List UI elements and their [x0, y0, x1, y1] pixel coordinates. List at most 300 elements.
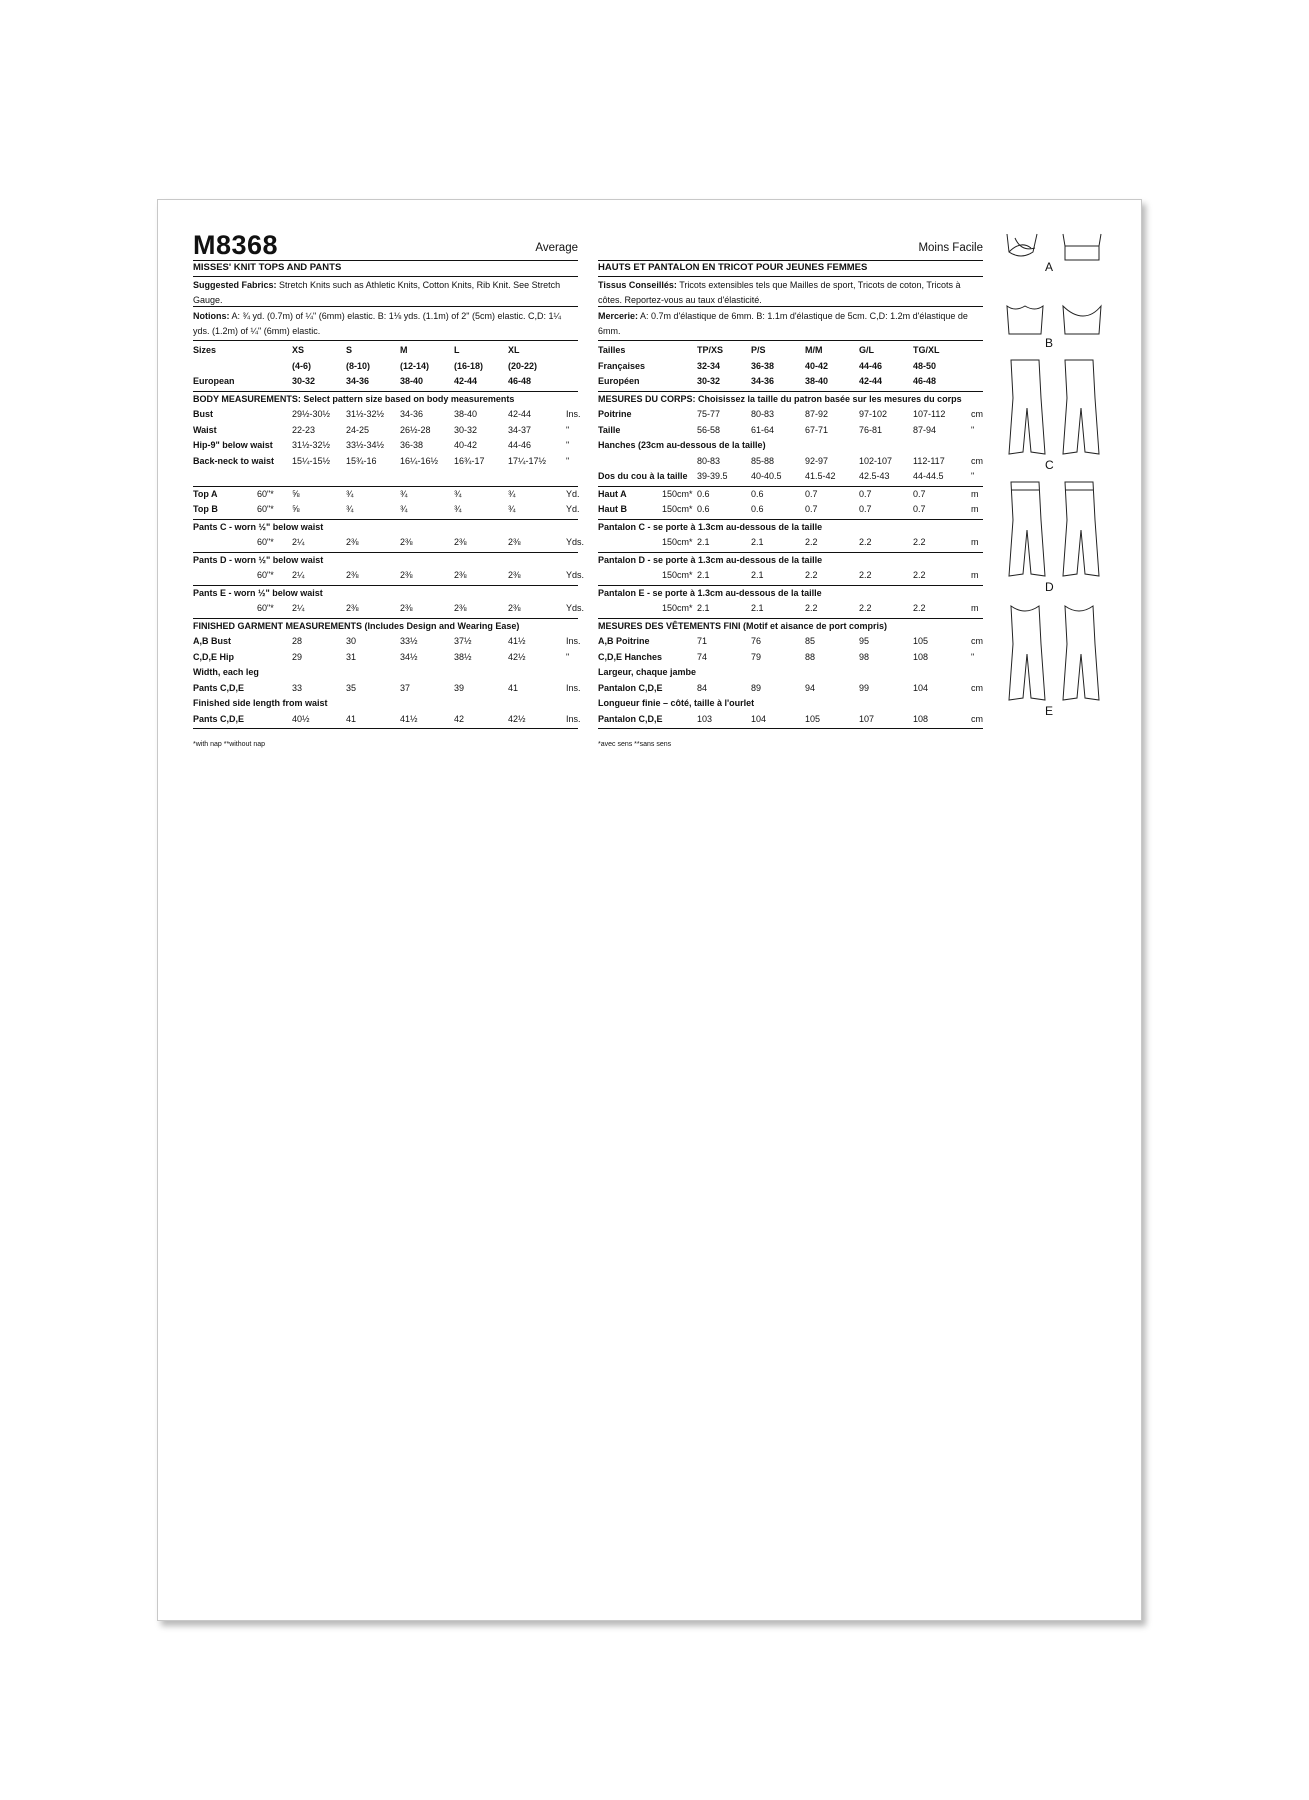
- table-cell: ¾: [346, 504, 354, 514]
- table-cell: 36-38: [751, 360, 775, 371]
- table-cell: ": [566, 455, 570, 466]
- table-cell: 85-88: [751, 455, 775, 466]
- row-label: Back-neck to waist: [193, 455, 275, 466]
- suggested-fabrics: [193, 278, 578, 308]
- table-cell: 71: [697, 636, 708, 646]
- table-cell: 29½-30½: [292, 409, 331, 419]
- table-cell: 26½-28: [400, 424, 431, 435]
- table-cell: 0.7: [859, 504, 872, 514]
- row-label: Sizes: [193, 345, 217, 355]
- table-cell: 60"*: [257, 537, 274, 547]
- row-heading-text: Largeur, chaque jambe: [598, 667, 697, 677]
- table-cell: 32-34: [697, 360, 721, 371]
- fabrics-label: Tissus Conseillés:: [598, 280, 677, 290]
- table-cell: 34½: [400, 651, 418, 662]
- table-cell: 105: [805, 713, 821, 724]
- table-cell: 2.2: [805, 603, 818, 613]
- table-cell: 46-48: [508, 376, 532, 386]
- row-heading-text: Pantalon E - se porte à 1.3cm au-dessous de la taille: [598, 587, 822, 598]
- table-row: [193, 469, 578, 484]
- table-cell: (20-22): [508, 360, 538, 371]
- row-heading-text: BODY MEASUREMENTS: Select pattern size based on body measurements: [193, 393, 515, 404]
- table-row: [598, 343, 983, 358]
- table-cell: 108: [913, 651, 929, 662]
- table-cell: 87-94: [913, 424, 937, 435]
- section-heading: [598, 553, 983, 568]
- table-cell: 112-117: [913, 455, 945, 466]
- table-row: [598, 601, 983, 616]
- notions-text: A: ¾ yd. (0.7m) of ¼" (6mm) elastic. B: 1⅛ yds. (1.1m) of 2" (5cm) elastic. C,D: 1¼ yds. (1.2m) of ¼" (6mm) elastic.: [193, 311, 561, 336]
- table-cell: 2⅜: [400, 537, 413, 547]
- table-cell: 85: [805, 636, 816, 646]
- table-cell: 33: [292, 682, 303, 693]
- row-label: European: [193, 376, 235, 386]
- table-cell: 98: [859, 651, 870, 662]
- table-row: [193, 601, 585, 616]
- table-cell: m: [971, 488, 979, 499]
- table-cell: ": [971, 424, 975, 435]
- table-cell: 15¼-15½: [292, 455, 331, 466]
- table-cell: 2⅜: [454, 570, 467, 580]
- table-cell: 60"*: [257, 603, 274, 613]
- table-cell: ": [971, 651, 975, 662]
- table-cell: 60"*: [257, 504, 274, 514]
- table-row: [598, 681, 983, 696]
- table-row: [193, 712, 581, 727]
- table-cell: (16-18): [454, 360, 484, 371]
- table-row: [193, 650, 578, 665]
- table-cell: M: [400, 345, 408, 355]
- table-cell: 15¾-16: [346, 455, 377, 466]
- table-cell: 76: [751, 636, 762, 646]
- row-label: Bust: [193, 409, 213, 419]
- row-heading-text: Longueur finie – côté, taille à l'ourlet: [598, 698, 755, 708]
- table-cell: 2.2: [859, 603, 872, 613]
- table-cell: 42: [454, 713, 465, 724]
- view-c-pants-drawing: [1001, 358, 1121, 458]
- table-cell: 0.7: [859, 488, 872, 499]
- table-cell: 97-102: [859, 409, 888, 419]
- fabrics-label: Suggested Fabrics:: [193, 280, 277, 290]
- table-cell: 42-44: [454, 376, 478, 386]
- table-cell: 41½: [400, 713, 418, 724]
- table-divider: [193, 728, 578, 729]
- table-cell: 28: [292, 636, 303, 646]
- section-heading: [598, 438, 983, 453]
- table-cell: 42.5-43: [859, 471, 890, 481]
- notions: [193, 309, 578, 339]
- table-cell: 79: [751, 651, 762, 662]
- table-cell: 24-25: [346, 424, 370, 435]
- row-label: Dos du cou à la taille: [598, 471, 688, 481]
- pattern-title: HAUTS ET PANTALON EN TRICOT POUR JEUNES FEMMES: [598, 262, 868, 273]
- table-cell: 2⅜: [400, 603, 413, 613]
- row-heading-text: MESURES DU CORPS: Choisissez la taille du patron basée sur les mesures du corps: [598, 393, 962, 404]
- notions-text: A: 0.7m d'élastique de 6mm. B: 1.1m d'élastique de 5cm. C,D: 1.2m d'élastique de 6mm.: [598, 311, 968, 336]
- table-cell: 22-23: [292, 424, 316, 435]
- table-cell: 105: [913, 636, 929, 646]
- table-cell: 2⅜: [508, 570, 521, 580]
- table-row: [193, 487, 578, 502]
- row-label: C,D,E Hip: [193, 651, 235, 662]
- table-cell: 60"*: [257, 488, 274, 499]
- row-label: Hip-9" below waist: [193, 440, 273, 450]
- table-cell: 88: [805, 651, 816, 662]
- fabrics-text: Tricots extensibles tels que Mailles de sport, Tricots de coton, Tricots à côtes. Reportez-vous au taux d'élasticité.: [598, 280, 961, 305]
- table-cell: 0.6: [751, 504, 764, 514]
- table-cell: 40½: [292, 713, 310, 724]
- table-cell: m: [971, 570, 979, 580]
- divider: [598, 306, 983, 307]
- pattern-envelope-back: [157, 199, 1142, 1621]
- table-cell: ¾: [346, 488, 354, 499]
- table-cell: Ins.: [566, 636, 581, 646]
- table-row: [193, 438, 578, 453]
- table-row: [598, 454, 983, 469]
- table-cell: 2.1: [751, 603, 764, 613]
- table-cell: 108: [913, 713, 929, 724]
- table-cell: TG/XL: [913, 345, 940, 355]
- table-cell: 2.1: [751, 537, 764, 547]
- table-cell: 48-50: [913, 360, 937, 371]
- table-cell: 0.7: [805, 488, 818, 499]
- table-cell: 2.1: [697, 603, 710, 613]
- section-heading: [193, 619, 578, 634]
- difficulty-level: Moins Facile: [918, 242, 983, 254]
- row-heading-text: Width, each leg: [193, 667, 259, 677]
- table-cell: ": [971, 471, 975, 481]
- table-cell: 80-83: [697, 455, 721, 466]
- table-cell: 150cm*: [662, 488, 693, 499]
- table-cell: 34-36: [400, 409, 424, 419]
- table-cell: cm: [971, 455, 983, 466]
- divider: [598, 260, 983, 261]
- table-cell: 104: [913, 682, 929, 693]
- table-cell: 95: [859, 636, 870, 646]
- table-cell: 0.6: [697, 488, 710, 499]
- table-cell: cm: [971, 409, 983, 419]
- table-cell: Yds.: [566, 570, 585, 580]
- table-cell: 31½-32½: [292, 440, 331, 450]
- table-row: [598, 650, 983, 665]
- row-label: Haut A: [598, 488, 627, 499]
- row-label: Pants C,D,E: [193, 682, 245, 693]
- table-cell: 38-40: [805, 376, 829, 386]
- table-row: [193, 634, 581, 649]
- table-cell: 2.2: [913, 603, 926, 613]
- table-cell: m: [971, 504, 979, 514]
- table-cell: 31: [346, 651, 357, 662]
- table-cell: (4-6): [292, 360, 312, 371]
- table-cell: Ins.: [566, 682, 581, 693]
- row-label: Taille: [598, 424, 621, 435]
- table-cell: 40-40.5: [751, 471, 782, 481]
- row-heading-text: Pants C - worn ½" below waist: [193, 521, 324, 532]
- table-row: [598, 568, 983, 583]
- table-cell: 74: [697, 651, 708, 662]
- section-heading: [193, 520, 578, 535]
- row-label: Pants C,D,E: [193, 713, 245, 724]
- view-label-d: D: [1045, 580, 1054, 594]
- table-cell: ¾: [400, 504, 408, 514]
- row-label: Tailles: [598, 345, 626, 355]
- table-cell: S: [346, 345, 353, 355]
- table-cell: 2.1: [697, 570, 710, 580]
- table-row: [193, 374, 578, 389]
- table-row: [193, 502, 578, 517]
- table-row: [193, 568, 585, 583]
- divider: [193, 306, 578, 307]
- table-cell: M/M: [805, 345, 823, 355]
- table-cell: 38-40: [454, 409, 478, 419]
- table-cell: 2.1: [751, 570, 764, 580]
- section-heading: [193, 392, 578, 407]
- table-cell: 33½: [400, 636, 418, 646]
- view-label-b: B: [1045, 336, 1054, 350]
- table-cell: 56-58: [697, 424, 721, 435]
- suggested-fabrics: [598, 278, 983, 308]
- row-label: Européen: [598, 376, 640, 386]
- table-row: [598, 487, 983, 502]
- table-cell: 0.7: [913, 504, 926, 514]
- table-cell: 2¼: [292, 603, 305, 613]
- table-cell: 30-32: [454, 424, 478, 435]
- section-heading: [598, 392, 983, 407]
- table-cell: 104: [751, 713, 767, 724]
- table-cell: 29: [292, 651, 303, 662]
- table-row: [193, 407, 581, 422]
- row-label: C,D,E Hanches: [598, 651, 663, 662]
- table-cell: 2⅜: [346, 603, 359, 613]
- table-cell: 44-44.5: [913, 471, 944, 481]
- table-cell: 60"*: [257, 570, 274, 580]
- row-label: A,B Poitrine: [598, 636, 650, 646]
- table-cell: 2.2: [913, 537, 926, 547]
- table-cell: cm: [971, 682, 983, 693]
- notions-label: Notions:: [193, 311, 230, 321]
- table-cell: 2⅜: [508, 537, 521, 547]
- table-cell: 2.2: [805, 570, 818, 580]
- table-cell: 67-71: [805, 424, 829, 435]
- table-cell: 38-40: [400, 376, 424, 386]
- table-cell: Yds.: [566, 537, 585, 547]
- table-cell: 37½: [454, 636, 472, 646]
- table-cell: cm: [971, 713, 983, 724]
- divider: [193, 276, 578, 277]
- table-cell: XL: [508, 345, 520, 355]
- table-cell: 2.2: [805, 537, 818, 547]
- table-cell: XS: [292, 345, 305, 355]
- table-cell: 75-77: [697, 409, 721, 419]
- table-cell: 17¼-17½: [508, 455, 547, 466]
- footnote: *with nap **without nap: [193, 741, 265, 748]
- table-row: [193, 343, 578, 358]
- table-cell: ¾: [454, 504, 462, 514]
- table-row: [193, 359, 578, 374]
- table-row: [598, 359, 983, 374]
- divider: [598, 276, 983, 277]
- table-cell: 150cm*: [662, 603, 693, 613]
- table-cell: G/L: [859, 345, 874, 355]
- table-cell: Ins.: [566, 713, 581, 724]
- section-heading: [193, 665, 578, 680]
- table-cell: 94: [805, 682, 816, 693]
- table-divider: [193, 340, 578, 341]
- table-cell: 0.7: [805, 504, 818, 514]
- view-d-pants-drawing: [1001, 480, 1121, 580]
- row-heading-text: Hanches (23cm au-dessous de la taille): [598, 440, 766, 450]
- table-cell: 102-107: [859, 455, 893, 466]
- row-label: Françaises: [598, 360, 646, 371]
- table-cell: cm: [971, 636, 983, 646]
- row-heading-text: Pantalon D - se porte à 1.3cm au-dessous de la taille: [598, 554, 823, 565]
- table-cell: 2¼: [292, 537, 305, 547]
- table-row: [598, 423, 983, 438]
- table-cell: 30-32: [292, 376, 316, 386]
- table-cell: ¾: [508, 488, 516, 499]
- table-cell: 2⅜: [508, 603, 521, 613]
- table-cell: ¾: [454, 488, 462, 499]
- table-cell: 16¾-17: [454, 455, 485, 466]
- table-row: [598, 407, 983, 422]
- table-cell: 61-64: [751, 424, 775, 435]
- table-row: [193, 681, 581, 696]
- table-cell: 2.2: [913, 570, 926, 580]
- table-cell: 44-46: [508, 440, 532, 450]
- table-cell: ¾: [508, 504, 516, 514]
- table-cell: 30-32: [697, 376, 721, 386]
- table-cell: 42-44: [859, 376, 883, 386]
- table-cell: 39: [454, 682, 465, 693]
- table-row: [193, 454, 578, 469]
- table-cell: Yd.: [566, 504, 580, 514]
- section-heading: [598, 586, 983, 601]
- table-cell: 2⅜: [346, 570, 359, 580]
- table-cell: 2⅜: [400, 570, 413, 580]
- view-b-top-drawing: [1001, 302, 1121, 342]
- row-label: Top B: [193, 504, 218, 514]
- divider: [193, 260, 578, 261]
- table-cell: 38½: [454, 651, 472, 662]
- table-cell: 40-42: [805, 360, 829, 371]
- row-heading-text: FINISHED GARMENT MEASUREMENTS (Includes Design and Wearing Ease): [193, 620, 520, 631]
- table-cell: 80-83: [751, 409, 775, 419]
- table-cell: 2.2: [859, 537, 872, 547]
- table-cell: 42½: [508, 713, 526, 724]
- table-row: [598, 374, 983, 389]
- table-cell: 35: [346, 682, 357, 693]
- table-cell: 2.1: [697, 537, 710, 547]
- section-heading: [598, 665, 983, 680]
- table-row: [193, 535, 585, 550]
- table-cell: 84: [697, 682, 708, 693]
- table-cell: 42-44: [508, 409, 532, 419]
- table-cell: 76-81: [859, 424, 883, 435]
- footnote: *avec sens **sans sens: [598, 741, 672, 748]
- section-heading: [598, 520, 983, 535]
- table-row: [598, 535, 983, 550]
- section-heading: [598, 619, 983, 634]
- table-cell: 0.7: [913, 488, 926, 499]
- table-row: [598, 634, 983, 649]
- row-heading-text: Pants D - worn ½" below waist: [193, 554, 324, 565]
- row-label: Poitrine: [598, 409, 632, 419]
- table-cell: 92-97: [805, 455, 829, 466]
- table-cell: 2⅜: [454, 537, 467, 547]
- fabrics-text: Stretch Knits such as Athletic Knits, Cotton Knits, Rib Knit. See Stretch Gauge.: [193, 280, 561, 305]
- table-cell: 150cm*: [662, 537, 693, 547]
- table-cell: m: [971, 537, 979, 547]
- table-cell: 150cm*: [662, 570, 693, 580]
- table-cell: ": [566, 651, 570, 662]
- table-cell: 36-38: [400, 440, 424, 450]
- row-label: Pantalon C,D,E: [598, 682, 663, 693]
- section-heading: [598, 696, 983, 711]
- row-label: Pantalon C,D,E: [598, 713, 663, 724]
- table-cell: 30: [346, 636, 357, 646]
- pattern-number: M8368: [193, 230, 279, 260]
- table-cell: P/S: [751, 345, 766, 355]
- table-cell: Ins.: [566, 409, 581, 419]
- table-cell: 34-36: [751, 376, 775, 386]
- table-cell: 2⅜: [454, 603, 467, 613]
- row-label: A,B Bust: [193, 636, 231, 646]
- table-cell: 40-42: [454, 440, 478, 450]
- table-cell: 107: [859, 713, 875, 724]
- table-cell: 2.2: [859, 570, 872, 580]
- table-cell: 2¼: [292, 570, 305, 580]
- table-row: [598, 469, 983, 484]
- row-heading-text: Pantalon C - se porte à 1.3cm au-dessous de la taille: [598, 521, 823, 532]
- row-heading-text: MESURES DES VÊTEMENTS FINI (Motif et aisance de port compris): [598, 620, 888, 631]
- table-cell: 150cm*: [662, 504, 693, 514]
- table-cell: 87-92: [805, 409, 829, 419]
- row-label: Waist: [193, 424, 217, 435]
- table-divider: [598, 728, 983, 729]
- table-cell: 46-48: [913, 376, 937, 386]
- view-label-c: C: [1045, 458, 1054, 472]
- table-row: [193, 423, 578, 438]
- table-cell: 34-36: [346, 376, 370, 386]
- table-cell: 103: [697, 713, 713, 724]
- section-heading: [193, 586, 578, 601]
- view-label-e: E: [1045, 704, 1054, 718]
- table-cell: 31½-32½: [346, 409, 385, 419]
- table-cell: ⅝: [292, 488, 300, 499]
- table-cell: ¾: [400, 488, 408, 499]
- table-cell: 41½: [508, 636, 526, 646]
- table-cell: Yd.: [566, 488, 580, 499]
- pattern-title: MISSES' KNIT TOPS AND PANTS: [193, 262, 342, 273]
- table-row: [598, 712, 983, 727]
- table-cell: 37: [400, 682, 411, 693]
- row-heading-text: Finished side length from waist: [193, 698, 328, 708]
- table-row: [598, 502, 983, 517]
- view-a-b-top-drawing: [1001, 230, 1121, 270]
- table-cell: (12-14): [400, 360, 430, 371]
- table-cell: 44-46: [859, 360, 883, 371]
- table-cell: TP/XS: [697, 345, 724, 355]
- table-cell: 41: [508, 682, 519, 693]
- table-cell: 0.6: [751, 488, 764, 499]
- table-cell: 107-112: [913, 409, 946, 419]
- table-cell: 89: [751, 682, 762, 693]
- row-label: Haut B: [598, 504, 627, 514]
- table-divider: [598, 340, 983, 341]
- notions-label: Mercerie:: [598, 311, 639, 321]
- table-cell: ": [566, 424, 570, 435]
- table-cell: 41: [346, 713, 357, 724]
